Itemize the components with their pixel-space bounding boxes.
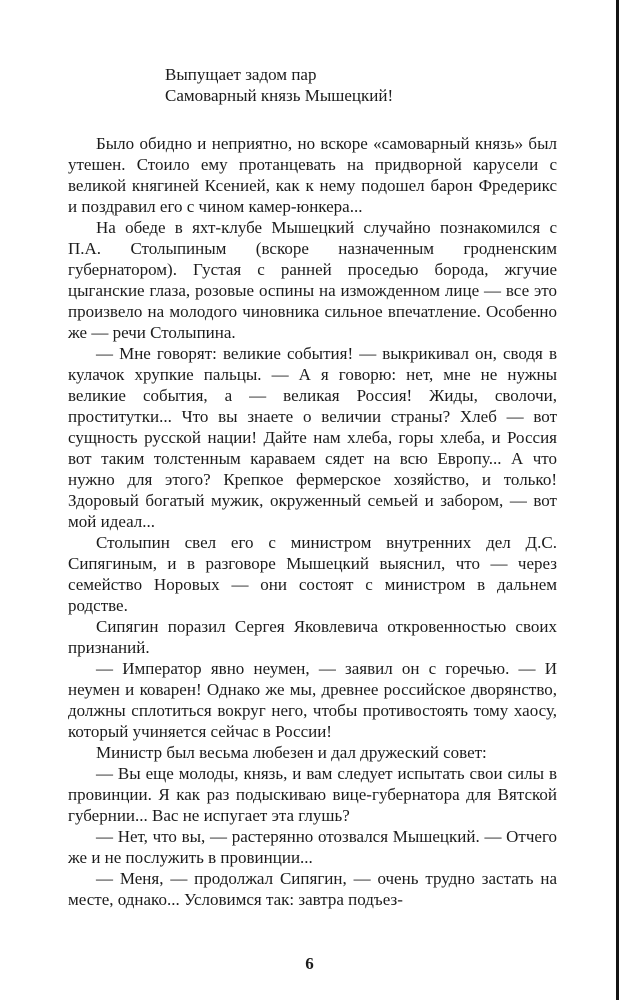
epigraph-line: Выпущает задом пар — [165, 65, 317, 84]
epigraph — [165, 64, 557, 106]
text-block — [68, 64, 557, 910]
paragraph: — Мне говорят: великие события! — выкрикивал он, сводя в кулачок хрупкие пальцы. — А я говорю: нет, мне не нужны великие события, а — великая Россия! Жиды, сволочи, проститутки... Что вы знаете о величии страны? Хлеб — вот сущность русской нации! Дайте нам хлеба, горы хлеба, и Россия вот таким толстенным караваем сядет на всю Европу... А что нужно для этого? Крепкое фермерское хозяйство, и только! Здоровый богатый мужик, окруженный семьей и забором, — вот мой идеал... — [68, 344, 557, 531]
paragraph: Столыпин свел его с министром внутренних дел Д.С. Сипягиным, и в разговоре Мышецкий выяснил, что — через семейство Норовых — они состоят с министром в дальнем родстве. — [68, 533, 557, 615]
paragraph: — Нет, что вы, — растерянно отозвался Мышецкий. — Отчего же и не послужить в провинции... — [68, 827, 557, 867]
paragraph: — Император явно неумен, — заявил он с горечью. — И неумен и коварен! Однако же мы, древнее российское дворянство, должны сплотиться вокруг него, чтобы противостоять тому хаосу, который учиняется сейчас в России! — [68, 659, 557, 741]
page-number: 6 — [305, 954, 314, 973]
paragraph: Было обидно и неприятно, но вскоре «самоварный князь» был утешен. Стоило ему протанцевать на придворной карусели с великой княгиней Ксенией, как к нему подошел барон Фредерикс и поздравил его с чином камер-юнкера... — [68, 134, 557, 216]
body-text — [68, 133, 557, 910]
paragraph: — Меня, — продолжал Сипягин, — очень трудно застать на месте, однако... Условимся так: завтра подъез- — [68, 869, 557, 909]
paragraph: Министр был весьма любезен и дал дружеский совет: — [96, 743, 487, 762]
epigraph-line: Самоварный князь Мышецкий! — [165, 86, 394, 105]
paragraph: На обеде в яхт-клубе Мышецкий случайно познакомился с П.А. Столыпиным (вскоре назначенным гродненским губернатором). Густая с ранней проседью борода, жгучие цыганские глаза, розовые оспины на изможденном лице — все это произвело на молодого чиновника сильное впечатление. Особенно же — речи Столыпина. — [68, 218, 557, 342]
paragraph: Сипягин поразил Сергея Яковлевича откровенностью своих признаний. — [68, 617, 557, 657]
paragraph: — Вы еще молоды, князь, и вам следует испытать свои силы в провинции. Я как раз подыскиваю вице-губернатора для Вятской губернии... Вас не испугает эта глушь? — [68, 764, 557, 825]
